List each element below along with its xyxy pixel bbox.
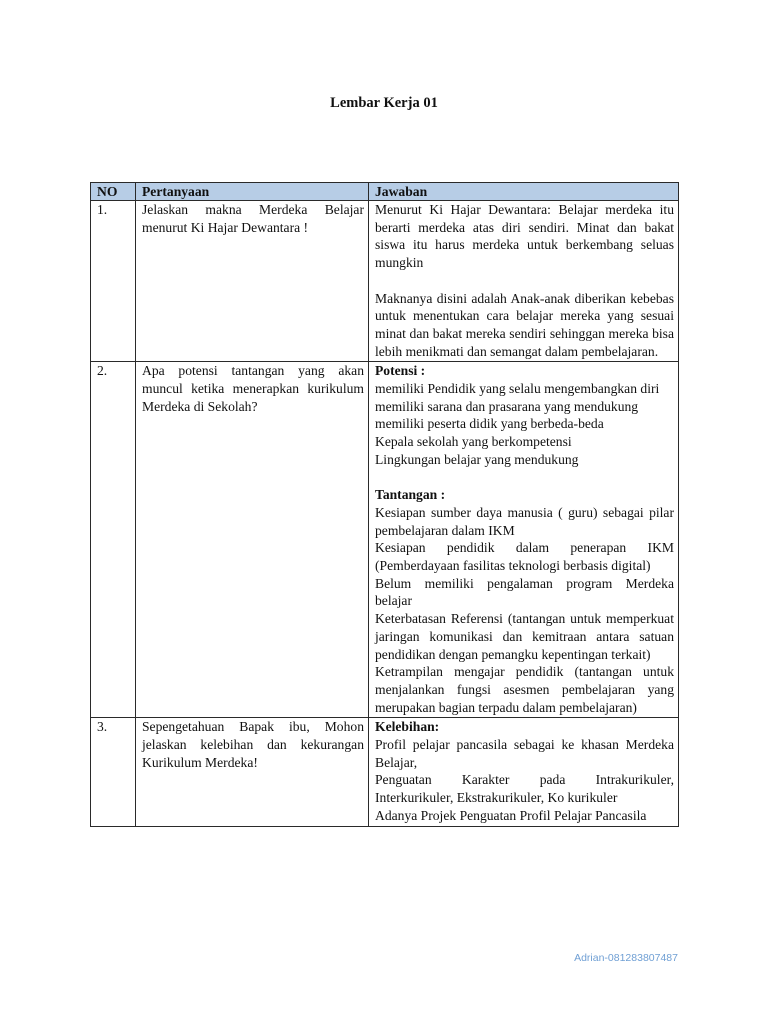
footer-contact-note: Adrian-081283807487 [574, 952, 678, 964]
potensi-item: Lingkungan belajar yang mendukung [375, 451, 579, 467]
row-number: 2. [91, 362, 136, 718]
table-row [91, 201, 679, 362]
header-no: NO [91, 183, 136, 201]
answer-paragraph: Menurut Ki Hajar Dewantara: Belajar merdeka itu berarti merdeka atas diri sendiri. Minat dan bakat siswa itu harus merdeka untuk berkembang seluas mungkin [375, 202, 674, 271]
tantangan-item: Kesiapan pendidik dalam penerapan IKM (Pemberdayaan fasilitas teknologi berbasis digital) [375, 540, 674, 574]
kelebihan-heading: Kelebihan: [375, 719, 440, 735]
tantangan-item: Ketrampilan mengajar pendidik (tantangan untuk menjalankan fungsi asesmen pembelajaran yang merupakan bagian terpadu dalam pembelajaran) [375, 664, 674, 715]
page-title: Lembar Kerja 01 [330, 95, 438, 111]
answer-paragraph: Maknanya disini adalah Anak-anak diberikan kebebas untuk menentukan cara belajar mereka yang sesuai minat dan bakat mereka sendiri sehinggan mereka bisa lebih menikmati dan semangat dalam pembelajaran. [375, 290, 674, 359]
tantangan-item: Keterbatasan Referensi (tantangan untuk memperkuat jaringan komunikasi dan kemitraan antara satuan pendidikan dengan pemangku kepentingan terkait) [375, 611, 674, 662]
header-answer: Jawaban [369, 183, 679, 201]
tantangan-heading: Tantangan : [375, 487, 446, 503]
paragraph-spacer [375, 272, 674, 290]
paragraph-spacer [375, 469, 674, 487]
kelebihan-item: Adanya Projek Penguatan Profil Pelajar Pancasila [375, 807, 647, 823]
table-row [91, 362, 679, 718]
potensi-item: memiliki Pendidik yang selalu mengembangkan diri [375, 381, 660, 397]
table-header-row [91, 183, 679, 201]
question-cell: Jelaskan makna Merdeka Belajar menurut Ki Hajar Dewantara ! [136, 201, 369, 362]
tantangan-item: Belum memiliki pengalaman program Merdeka belajar [375, 575, 674, 609]
row-number: 3. [91, 718, 136, 826]
answer-cell [369, 362, 679, 718]
kelebihan-item: Profil pelajar pancasila sebagai ke khasan Merdeka Belajar, [375, 737, 674, 770]
header-question: Pertanyaan [136, 183, 369, 201]
table-row [91, 718, 679, 826]
question-cell: Apa potensi tantangan yang akan muncul ketika menerapkan kurikulum Merdeka di Sekolah? [136, 362, 369, 718]
row-number: 1. [91, 201, 136, 362]
worksheet-table [90, 182, 679, 827]
potensi-item: memiliki peserta didik yang berbeda-beda [375, 416, 604, 432]
potensi-heading: Potensi : [375, 363, 426, 379]
question-cell: Sepengetahuan Bapak ibu, Mohon jelaskan kelebihan dan kekurangan Kurikulum Merdeka! [136, 718, 369, 826]
tantangan-item: Kesiapan sumber daya manusia ( guru) sebagai pilar pembelajaran dalam IKM [375, 504, 674, 538]
answer-cell [369, 718, 679, 826]
answer-cell [369, 201, 679, 362]
potensi-item: Kepala sekolah yang berkompetensi [375, 434, 572, 450]
kelebihan-item: Penguatan Karakter pada Intrakurikuler, Interkurikuler, Ekstrakurikuler, Ko kurikuler [375, 772, 674, 806]
potensi-item: memiliki sarana dan prasarana yang mendukung [375, 398, 639, 414]
